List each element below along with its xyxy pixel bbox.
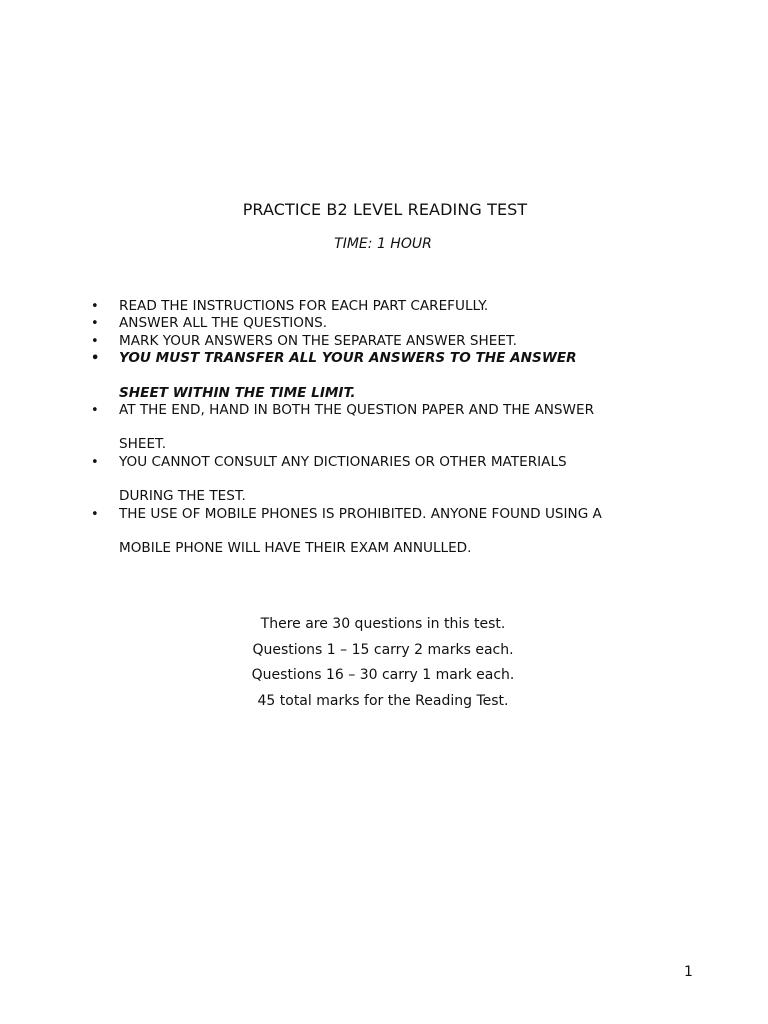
bullet-icon: • xyxy=(91,454,99,470)
instruction-text: THE USE OF MOBILE PHONES IS PROHIBITED. ANYONE FOUND USING A xyxy=(119,505,602,522)
instruction-text-continued: DURING THE TEST. xyxy=(119,488,246,505)
bullet-icon: • xyxy=(91,351,100,367)
bullet-icon: • xyxy=(91,333,99,349)
marks-line: 45 total marks for the Reading Test. xyxy=(257,692,509,709)
instruction-text: AT THE END, HAND IN BOTH THE QUESTION PAPER AND THE ANSWER xyxy=(119,402,595,419)
instruction-item-emphasized xyxy=(91,350,751,402)
marks-line: Questions 1 – 15 carry 2 marks each. xyxy=(252,641,514,658)
test-title: PRACTICE B2 LEVEL READING TEST xyxy=(242,200,528,219)
instruction-text-continued: SHEET WITHIN THE TIME LIMIT. xyxy=(119,384,356,401)
instruction-item xyxy=(91,298,751,315)
instruction-text: YOU MUST TRANSFER ALL YOUR ANSWERS TO THE ANSWER xyxy=(119,350,577,367)
marks-line: There are 30 questions in this test. xyxy=(260,616,506,632)
instruction-text: MARK YOUR ANSWERS ON THE SEPARATE ANSWER SHEET. xyxy=(119,332,517,349)
instruction-text: YOU CANNOT CONSULT ANY DICTIONARIES OR OTHER MATERIALS xyxy=(119,453,567,470)
bullet-icon: • xyxy=(91,316,99,332)
bullet-icon: • xyxy=(91,403,99,419)
instruction-item xyxy=(91,506,751,558)
marks-line: Questions 16 – 30 carry 1 mark each. xyxy=(251,667,515,683)
instruction-text: ANSWER ALL THE QUESTIONS. xyxy=(119,315,328,332)
instruction-text-continued: SHEET. xyxy=(119,436,167,453)
time-limit: TIME: 1 HOUR xyxy=(334,236,432,252)
instruction-item xyxy=(91,402,751,454)
instruction-text: READ THE INSTRUCTIONS FOR EACH PART CAREFULLY. xyxy=(119,298,489,314)
bullet-icon: • xyxy=(91,506,99,522)
page-number: 1 xyxy=(684,964,693,980)
instructions-list xyxy=(91,298,751,557)
instruction-text-continued: MOBILE PHONE WILL HAVE THEIR EXAM ANNULLED. xyxy=(119,540,472,557)
instruction-item xyxy=(91,333,751,350)
instruction-item xyxy=(91,315,751,332)
instruction-item xyxy=(91,454,751,506)
marks-info xyxy=(0,612,766,714)
bullet-icon: • xyxy=(91,299,99,314)
